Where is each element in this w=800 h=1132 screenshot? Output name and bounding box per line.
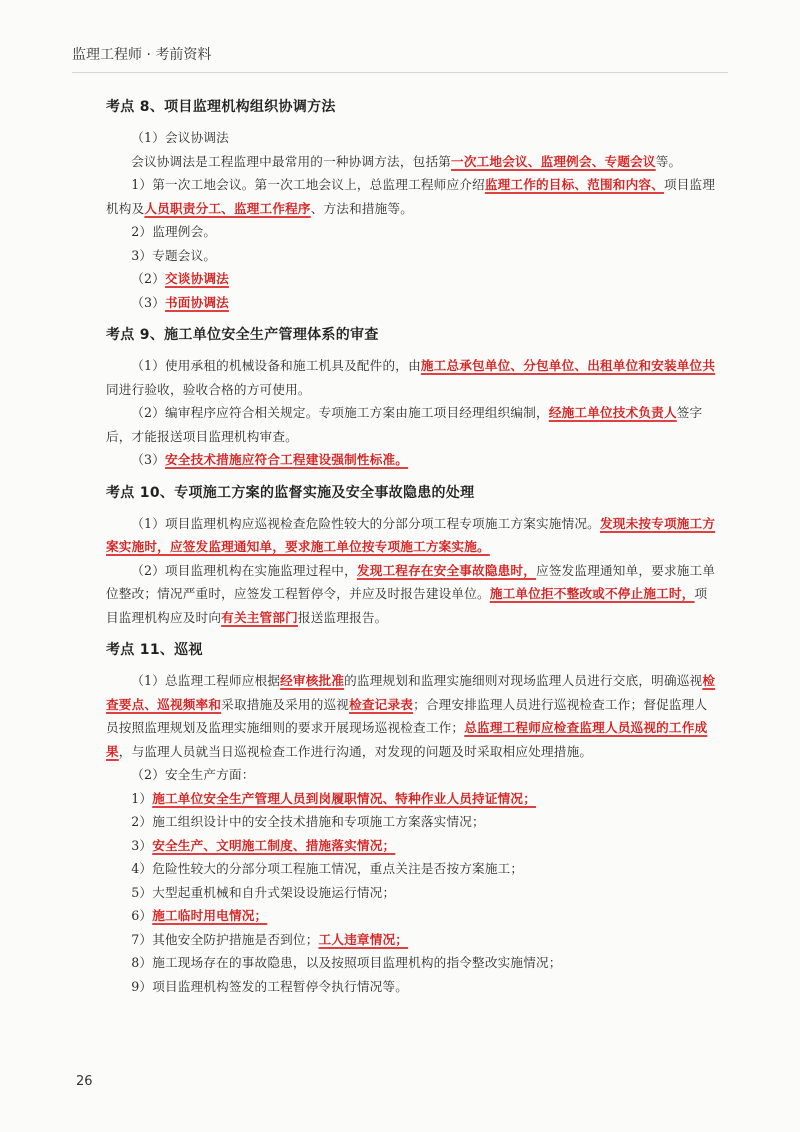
paragraph bbox=[106, 810, 718, 834]
text-segment: 6） bbox=[131, 908, 153, 923]
text-segment: （1）项目监理机构应巡视检查危险性较大的分部分项工程专项施工方案实施情况。 bbox=[131, 515, 600, 531]
text-segment: 报送监理报告。 bbox=[297, 609, 388, 625]
text-segment: （2） bbox=[131, 271, 165, 286]
paragraph bbox=[106, 763, 718, 787]
section-heading: 考点 10、专项施工方案的监督实施及安全事故隐患的处理 bbox=[106, 484, 475, 501]
text-segment: （1）总监理工程师应根据 bbox=[131, 673, 281, 688]
paragraph bbox=[106, 244, 718, 268]
paragraph bbox=[106, 291, 718, 315]
paragraph bbox=[106, 834, 718, 858]
paragraph bbox=[106, 150, 718, 174]
text-segment: 会议协调法是工程监理中最常用的一种协调方法，包括第 bbox=[131, 153, 452, 169]
text-segment: 8）施工现场存在的事故隐患，以及按照项目监理机构的指令整改实施情况； bbox=[131, 955, 562, 970]
paragraph bbox=[106, 126, 718, 150]
text-segment: 3）专题会议。 bbox=[131, 247, 217, 263]
highlighted-text: 施工临时用电情况； bbox=[152, 908, 268, 923]
paragraph bbox=[106, 559, 718, 630]
text-segment: 项目监理机构及 bbox=[106, 177, 716, 216]
paragraph bbox=[106, 267, 718, 291]
paragraph bbox=[106, 512, 718, 559]
text-segment: 9）项目监理机构签发的工程暂停令执行情况等。 bbox=[131, 978, 409, 994]
highlighted-text: 安全生产、文明施工制度、措施落实情况； bbox=[152, 837, 396, 853]
text-segment: 1） bbox=[131, 790, 153, 806]
highlighted-text: 经施工单位技术负责人 bbox=[548, 405, 677, 420]
highlighted-text: 书面协调法 bbox=[165, 294, 229, 310]
text-segment: （2）项目监理机构在实施监理过程中， bbox=[131, 562, 357, 578]
highlighted-text: 有关主管部门 bbox=[221, 609, 298, 625]
paragraph bbox=[106, 904, 718, 928]
section-heading: 考点 9、施工单位安全生产管理体系的审查 bbox=[106, 327, 379, 343]
text-segment: 等。 bbox=[655, 153, 682, 169]
section-heading: 考点 8、项目监理机构组织协调方法 bbox=[106, 99, 336, 115]
highlighted-text: 总监理工程师应检查监理人员巡视的工作成果 bbox=[106, 720, 708, 759]
paragraph bbox=[106, 975, 718, 999]
text-segment: ；合理安排监理人员进行巡视检查工作；督促监理人员按照监理规划及监理实施细则的要求开展现场巡视检查工作； bbox=[106, 696, 708, 735]
header-divider bbox=[72, 72, 728, 73]
text-segment: 4）危险性较大的分部分项工程施工情况，重点关注是否按方案施工； bbox=[131, 861, 524, 876]
paragraph bbox=[106, 401, 718, 448]
text-segment: （2）编审程序应符合相关规定。专项施工方案由施工项目经理组织编制， bbox=[131, 405, 549, 420]
text-segment: （3） bbox=[131, 452, 165, 467]
highlighted-text: 安全技术措施应符合工程建设强制性标准。 bbox=[165, 452, 409, 467]
highlighted-text: 发现工程存在安全事故隐患时， bbox=[356, 562, 537, 578]
paragraph bbox=[106, 448, 718, 472]
text-segment: 7）其他安全防护措施是否到位； bbox=[131, 931, 319, 947]
highlighted-text: 一次工地会议、监理例会、专题会议 bbox=[451, 153, 656, 169]
text-segment: 3） bbox=[131, 837, 153, 853]
text-segment: （3） bbox=[131, 294, 165, 310]
highlighted-text: 交谈协调法 bbox=[165, 271, 229, 286]
text-segment: 2）监理例会。 bbox=[131, 224, 217, 239]
paragraph bbox=[106, 928, 718, 952]
paragraph bbox=[106, 951, 718, 975]
text-segment: 5）大型起重机械和自升式架设设施运行情况； bbox=[131, 884, 396, 900]
paragraph bbox=[106, 787, 718, 811]
paragraph bbox=[106, 669, 718, 763]
page-header-title: 监理工程师 · 考前资料 bbox=[72, 47, 212, 63]
text-segment: 签字后，才能报送项目监理机构审查。 bbox=[106, 405, 703, 444]
paragraph bbox=[106, 220, 718, 244]
highlighted-text: 施工单位拒不整改或不停止施工时， bbox=[489, 586, 695, 601]
page-number: 26 bbox=[76, 1074, 93, 1089]
highlighted-text: 人员职责分工、监理工作程序 bbox=[144, 200, 311, 216]
text-segment: （1）会议协调法 bbox=[131, 130, 229, 145]
section-heading: 考点 11、巡视 bbox=[106, 642, 203, 658]
paragraph bbox=[106, 173, 718, 220]
paragraph bbox=[106, 857, 718, 881]
highlighted-text: 检查记录表 bbox=[349, 696, 414, 712]
text-segment: （1）使用承租的机械设备和施工机具及配件的，由 bbox=[131, 358, 421, 373]
text-segment: 2）施工组织设计中的安全技术措施和专项施工方案落实情况； bbox=[131, 814, 485, 829]
text-segment: 应签发监理通知单，要求施工单位整改；情况严重时，应签发工程暂停令，并应及时报告建设单位。 bbox=[106, 562, 716, 601]
text-segment: 同进行验收，验收合格的方可使用。 bbox=[106, 381, 311, 397]
text-segment: 1）第一次工地会议。第一次工地会议上，总监理工程师应介绍 bbox=[131, 177, 485, 192]
highlighted-text: 发现未按专项施工方案实施时，应签发监理通知单，要求施工单位按专项施工方案实施。 bbox=[106, 515, 716, 554]
highlighted-text: 经审核批准 bbox=[280, 673, 345, 688]
paragraph bbox=[106, 354, 718, 401]
text-segment: 采取措施及采用的巡视 bbox=[221, 696, 350, 712]
paragraph bbox=[106, 881, 718, 905]
document-body bbox=[106, 96, 718, 998]
highlighted-text: 工人违章情况； bbox=[318, 931, 409, 947]
text-segment: 项目监理机构应及时向 bbox=[106, 586, 708, 625]
highlighted-text: 监理工作的目标、范围和内容、 bbox=[484, 177, 664, 192]
text-segment: 的监理规划和监理实施细则对现场监理人员进行交底，明确巡视 bbox=[344, 673, 703, 688]
text-segment: （2）安全生产方面： bbox=[131, 767, 255, 782]
highlighted-text: 施工单位安全生产管理人员到岗履职情况、特种作业人员持证情况； bbox=[152, 790, 537, 806]
text-segment: 、方法和措施等。 bbox=[310, 200, 414, 216]
highlighted-text: 检查要点、巡视频率和 bbox=[106, 673, 716, 712]
text-segment: ，与监理人员就当日巡视检查工作进行沟通，对发现的问题及时采取相应处理措施。 bbox=[118, 743, 593, 759]
highlighted-text: 施工总承包单位、分包单位、出租单位和安装单位共 bbox=[420, 358, 716, 373]
